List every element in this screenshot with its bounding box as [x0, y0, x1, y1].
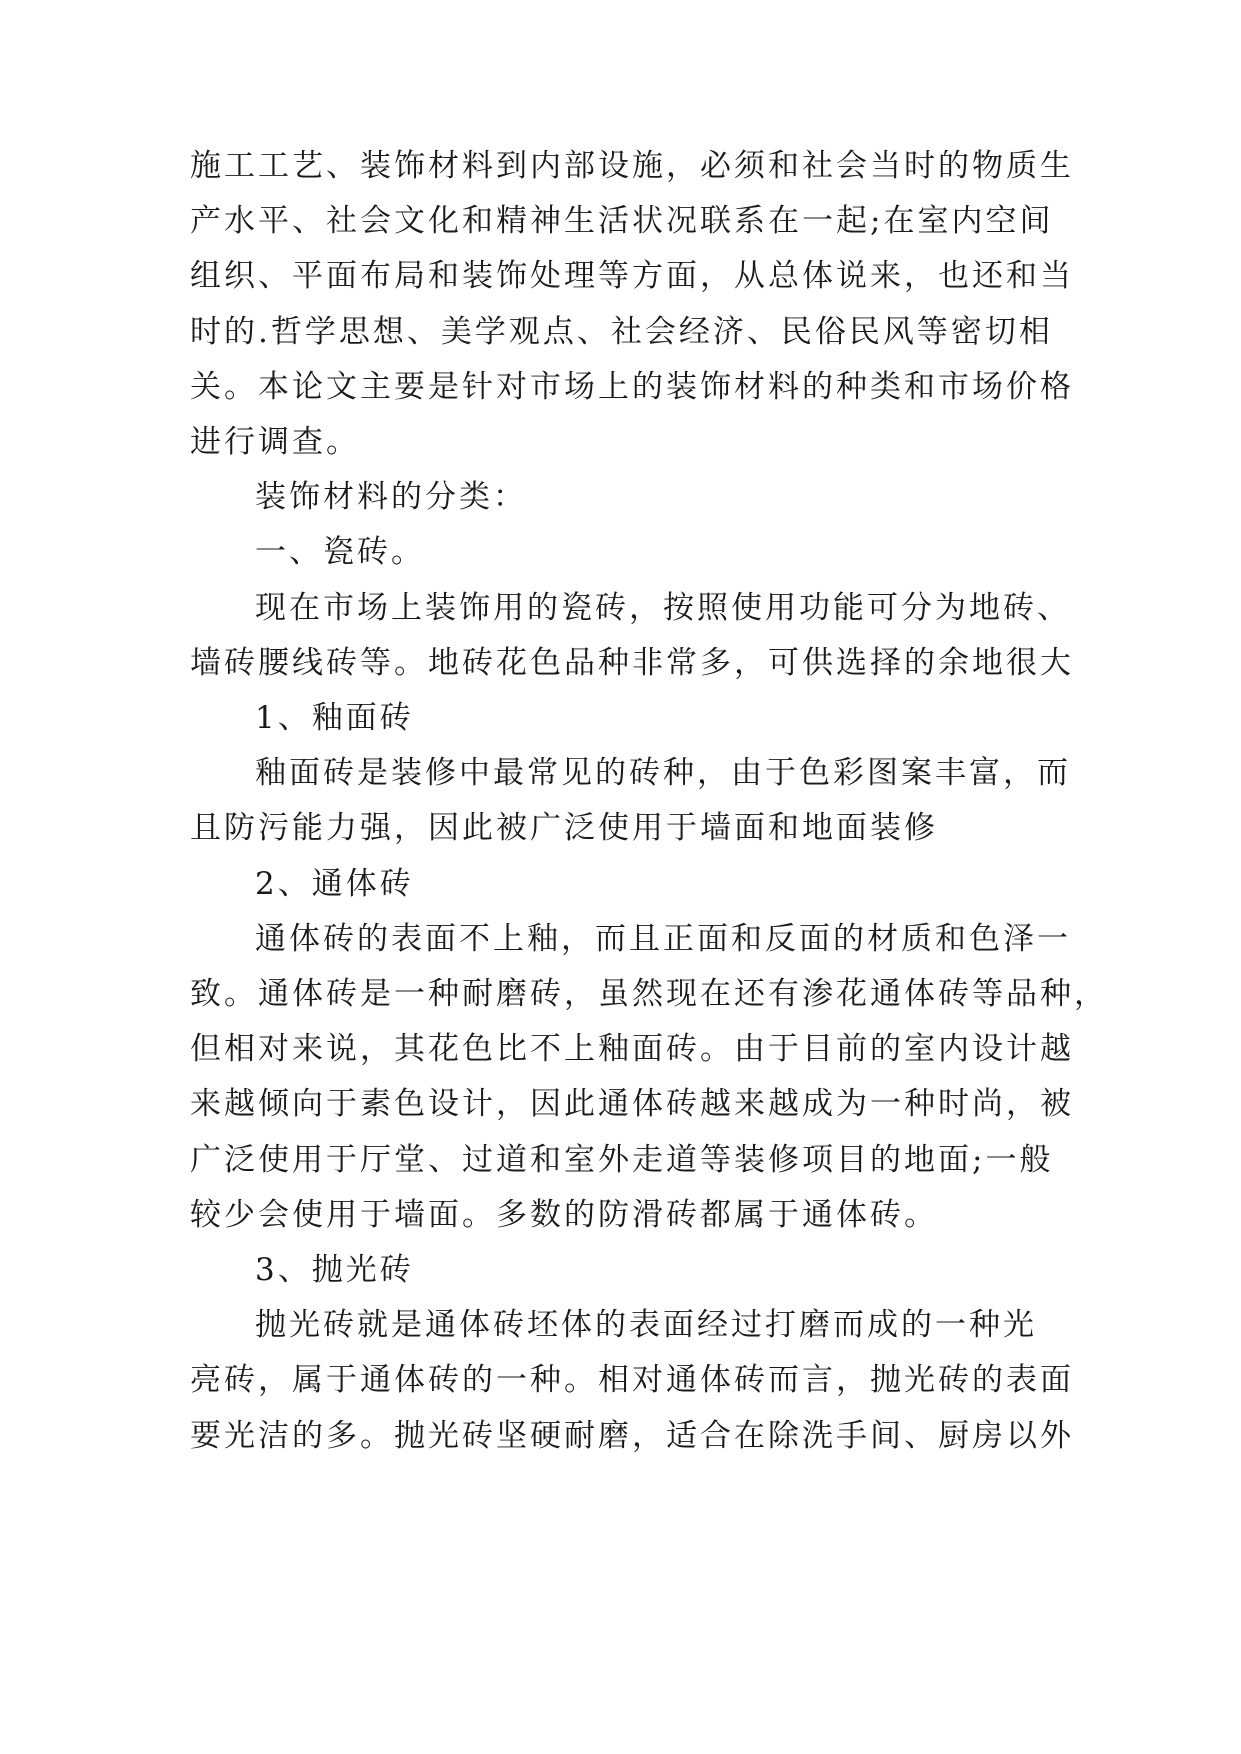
text-line: 通体砖的表面不上釉，而且正面和反面的材质和色泽一	[255, 921, 1071, 957]
text-line: 现在市场上装饰用的瓷砖，按照使用功能可分为地砖、	[255, 590, 1071, 626]
subsection-heading: 3、抛光砖	[255, 1252, 414, 1288]
section-heading: 一、瓷砖。	[255, 534, 425, 570]
text-line: 组织、平面布局和装饰处理等方面，从总体说来，也还和当	[190, 258, 1074, 294]
text-line: 要光洁的多。抛光砖坚硬耐磨，适合在除洗手间、厨房以外	[190, 1418, 1074, 1454]
text-line: 但相对来说，其花色比不上釉面砖。由于目前的室内设计越	[190, 1031, 1074, 1067]
text-line: 墙砖腰线砖等。地砖花色品种非常多，可供选择的余地很大	[190, 645, 1074, 681]
text-line: 施工工艺、装饰材料到内部设施，必须和社会当时的物质生	[190, 148, 1074, 184]
subsection-heading: 1、釉面砖	[255, 700, 414, 736]
text-line: 来越倾向于素色设计，因此通体砖越来越成为一种时尚，被	[190, 1086, 1074, 1122]
text-line: 致。通体砖是一种耐磨砖，虽然现在还有渗花通体砖等品种，	[190, 976, 1108, 1012]
text-line: 产水平、社会文化和精神生活状况联系在一起;在室内空间	[190, 203, 1054, 239]
text-line: 釉面砖是装修中最常见的砖种，由于色彩图案丰富，而	[255, 755, 1071, 791]
text-line: 关。本论文主要是针对市场上的装饰材料的种类和市场价格	[190, 369, 1074, 405]
text-line: 进行调查。	[190, 424, 360, 460]
subsection-heading: 2、通体砖	[255, 866, 414, 902]
text-line: 时的.哲学思想、美学观点、社会经济、民俗民风等密切相	[190, 314, 1053, 350]
text-line: 较少会使用于墙面。多数的防滑砖都属于通体砖。	[190, 1197, 938, 1233]
text-line: 亮砖，属于通体砖的一种。相对通体砖而言，抛光砖的表面	[190, 1362, 1074, 1398]
section-heading: 装饰材料的分类：	[255, 479, 527, 515]
text-line: 抛光砖就是通体砖坯体的表面经过打磨而成的一种光	[255, 1307, 1037, 1343]
text-line: 且防污能力强，因此被广泛使用于墙面和地面装修	[190, 810, 938, 846]
text-line: 广泛使用于厅堂、过道和室外走道等装修项目的地面;一般	[190, 1142, 1054, 1178]
